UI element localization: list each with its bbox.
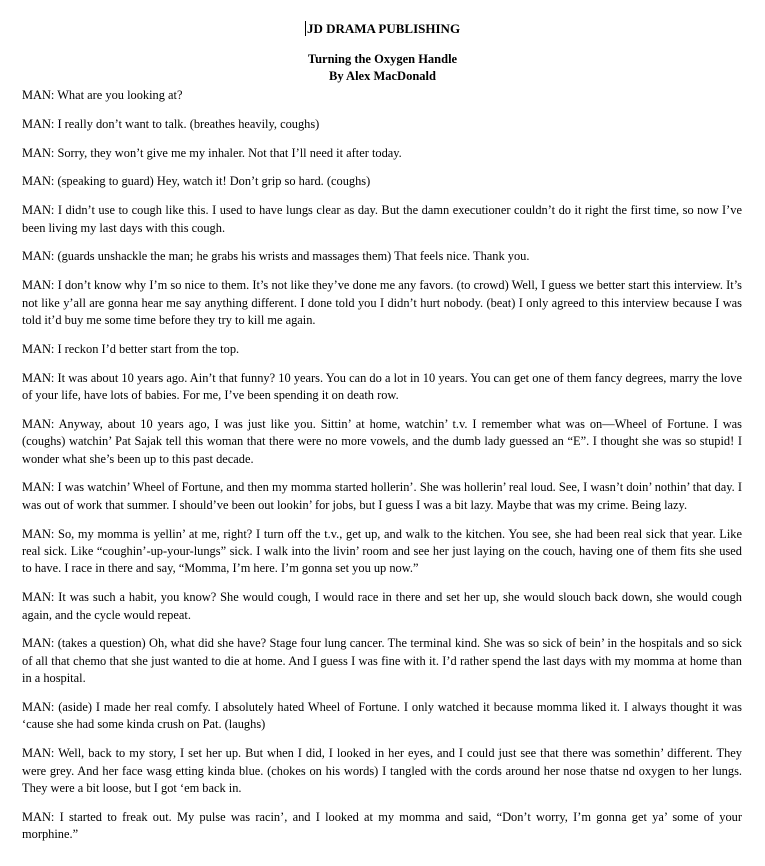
dialogue-paragraph: MAN: I reckon I’d better start from the top. <box>22 341 240 356</box>
play-title: Turning the Oxygen Handle <box>307 52 458 66</box>
dialogue-paragraph: MAN: (guards unshackle the man; he grabs his wrists and massages them) That feels nice. Thank you. <box>22 249 530 264</box>
dialogue-paragraph: MAN: Sorry, they won’t give me my inhaler. Not that I’ll need it after today. <box>22 145 402 160</box>
dialogue-paragraph: MAN: I really don’t want to talk. (breathes heavily, coughs) <box>22 116 320 131</box>
dialogue-paragraph: MAN: (takes a question) Oh, what did she have? Stage four lung cancer. The terminal kind. She was so sick of bein’ in the hospitals and so sick of all that chemo that she just wanted to die at home. And I guess I was fine with it. I’d rather spend the last days with my momma at home than in a hospital. <box>22 636 742 686</box>
dialogue-paragraph: MAN: It was such a habit, you know? She would cough, I would race in there and set her up, she would slouch back down, she would cough again, and the cycle would repeat. <box>22 590 742 622</box>
dialogue-paragraph: MAN: It was about 10 years ago. Ain’t that funny? 10 years. You can do a lot in 10 years. You can get one of them fancy degrees, marry the love of your life, have lots of babies. For me, I’ve been spending it on death row. <box>22 370 742 402</box>
dialogue-paragraph: MAN: (speaking to guard) Hey, watch it! Don’t grip so hard. (coughs) <box>22 174 371 189</box>
play-author: By Alex MacDonald <box>329 69 436 83</box>
dialogue-paragraph: MAN: I started to freak out. My pulse was racin’, and I looked at my momma and said, “Don’t worry, I’m gonna get ya’ some of your morphine.” <box>22 809 742 842</box>
dialogue-paragraph: MAN: I don’t know why I’m so nice to them. It’s not like they’ve done me any favors. (to crowd) Well, I guess we better start this interview. It’s not like y’all are gonna hear me say anything different. I done told you I didn’t hurt nobody. (beat) I only agreed to this interview because I was told it’d buy me some time before they try to kill me again. <box>22 278 742 327</box>
dialogue-paragraph: MAN: So, my momma is yellin’ at me, right? I turn off the t.v., get up, and walk to the kitchen. You see, she had been real sick that year. Like real sick. Like “coughin’-up-your-lungs” sick. I walk into the livin’ room and see her just laying on the couch, having one of them fits she used to have. I race in there and say, “Momma, I’m here. I’m gonna set you up now.” <box>22 526 742 576</box>
dialogue-paragraph: MAN: I didn’t use to cough like this. I used to have lungs clear as day. But the damn executioner couldn’t do it right the first time, so now I’ve been living my last days with this cough. <box>22 203 742 235</box>
dialogue-paragraph: MAN: I was watchin’ Wheel of Fortune, and then my momma started hollerin’. She was hollerin’ real loud. See, I wasn’t doin’ nothin’ that day. I was out of work that summer. I should’ve been out lookin’ for jobs, but I guess I was a bit lazy. Maybe that was my crime. Being lazy. <box>22 480 742 512</box>
dialogue-paragraph: MAN: Well, back to my story, I set her up. But when I did, I looked in her eyes, and I could just see that there was somethin’ different. They were grey. And her face wasg etting kinda blue. (chokes on his words) I tangled with the cords around her nose thatse nd oxygen to her lungs. They were a bit loose, but I got ‘em back in. <box>22 746 742 796</box>
publisher-text: JD DRAMA PUBLISHING <box>306 21 461 36</box>
text-cursor <box>305 21 306 36</box>
publisher-heading <box>0 21 765 37</box>
dialogue-paragraph: MAN: What are you looking at? <box>22 88 183 102</box>
dialogue-paragraph: MAN: Anyway, about 10 years ago, I was just like you. Sittin’ at home, watchin’ t.v. I remember what was on—Wheel of Fortune. I was (coughs) watchin’ Pat Sajak tell this woman that there were no more vowels, and the dumb lady guessed an “E”. I thought she was so stupid! I wonder what she’s been up to this past decade. <box>22 416 742 466</box>
dialogue-paragraph: MAN: (aside) I made her real comfy. I absolutely hated Wheel of Fortune. I only watched it because momma liked it. I always thought it was ‘cause she had some kinda crush on Pat. (laughs) <box>22 700 742 732</box>
script-body <box>22 87 742 855</box>
